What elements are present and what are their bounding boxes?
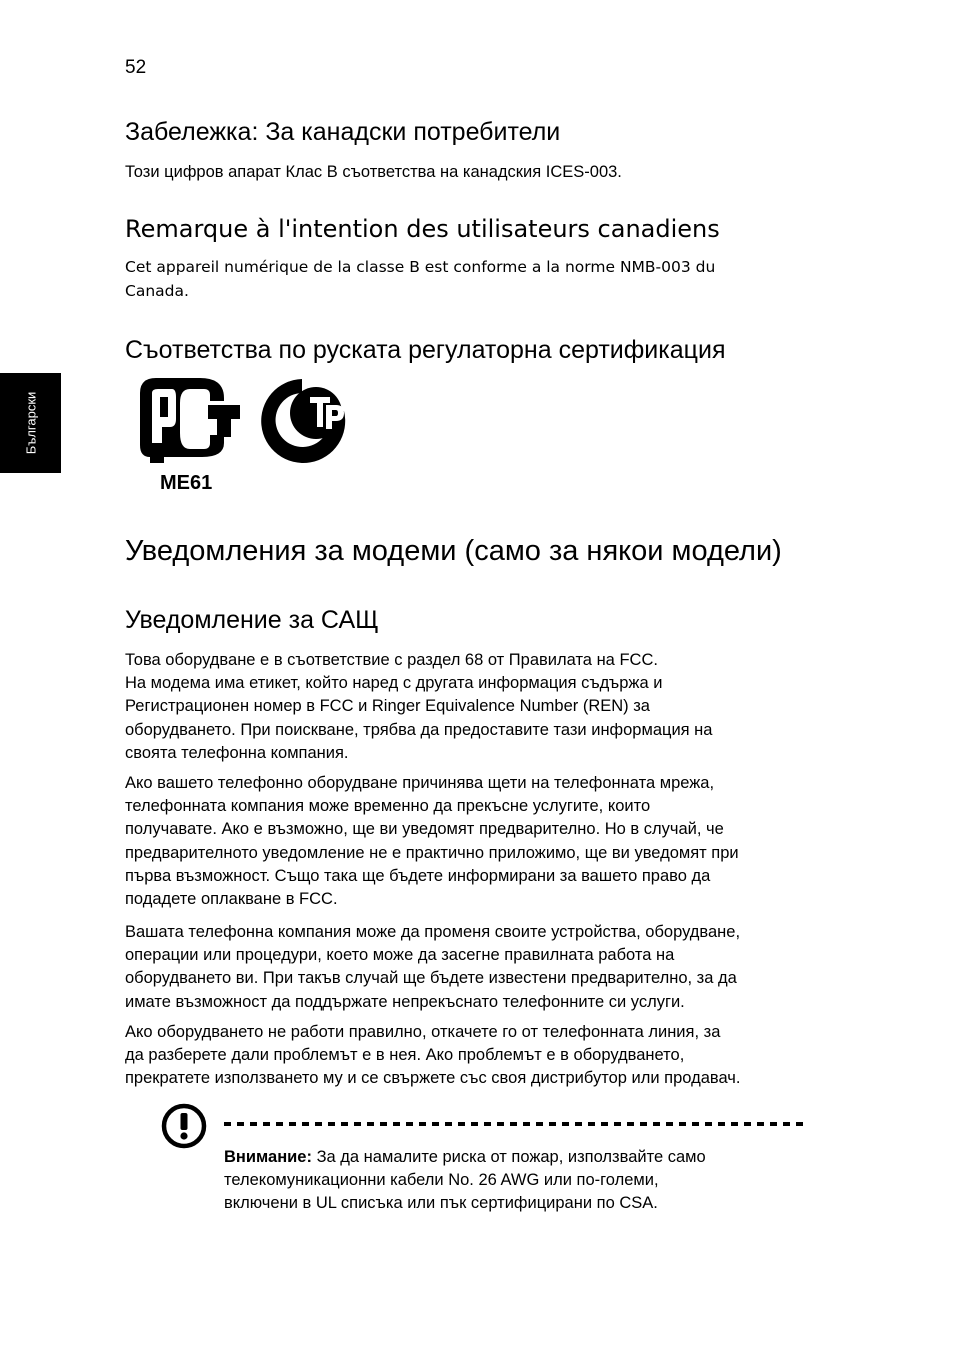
section-body-canada-fr xyxy=(125,256,805,303)
body-line: получавате. Ако е възможно, ще ви уведомят предварително. Но в случай, че xyxy=(125,820,724,839)
body-line: Ако оборудването не работи правилно, откачете го от телефонната линия, за xyxy=(125,1023,721,1041)
caution-line: За да намалите риска от пожар, използвайте само xyxy=(311,1148,706,1166)
usa-paragraph-4 xyxy=(125,1021,825,1091)
section-heading-canada-fr: Remarque à l'intention des utilisateurs canadiens xyxy=(125,215,720,243)
usa-paragraph-3 xyxy=(125,921,825,1014)
body-line: оборудването. При поискване, трябва да предоставите тази информация на xyxy=(125,720,713,739)
usa-paragraph-2 xyxy=(125,772,825,911)
page-number: 52 xyxy=(125,57,147,78)
body-line: операции или процедури, което може да засегне правилната работа на xyxy=(125,946,675,965)
section-body-canada-bg: Този цифров апарат Клас B съответства на канадския ICES-003. xyxy=(125,163,622,181)
section-heading-russia: Съответства по руската регулаторна сертификация xyxy=(125,336,726,364)
caution-dashed-divider xyxy=(224,1122,806,1126)
body-line: Регистрационен номер в FCC и Ringer Equivalence Number (REN) за xyxy=(125,697,650,716)
body-line: Вашата телефонна компания може да променя своите устройства, оборудване, xyxy=(125,923,741,941)
body-line: прекратете използването му и се свържете със своя дистрибутор или продавач. xyxy=(125,1069,741,1088)
caution-line: включени в UL списъка или пък сертифицирани по CSA. xyxy=(224,1194,658,1213)
body-line: Canada. xyxy=(125,281,189,300)
tp-logo xyxy=(261,379,345,463)
side-tab-label: Български xyxy=(23,391,39,455)
body-line: имате възможност да поддържате непрекъснато телефонните си услуги. xyxy=(125,992,685,1011)
russian-certification-logos xyxy=(134,373,350,467)
body-line: Това оборудване е в съответствие с раздел 68 от Правилата на FCC. xyxy=(125,651,658,669)
body-line: оборудването ви. При такъв случай ще бъдете известени предварително, за да xyxy=(125,969,737,988)
usa-paragraph-1 xyxy=(125,649,825,765)
section-heading-usa: Уведомление за САЩ xyxy=(125,606,379,634)
caution-note xyxy=(224,1146,804,1216)
body-line: На модема има етикет, който наред с другата информация съдържа и xyxy=(125,674,663,693)
language-side-tab xyxy=(0,373,61,473)
body-line: да разберете дали проблемът е в нея. Ако проблемът е в оборудването, xyxy=(125,1046,685,1065)
body-line: телефонната компания може временно да прекъсне услугите, които xyxy=(125,797,651,816)
exclamation-icon xyxy=(159,1101,209,1151)
body-line: предварителното уведомление не е практично приложимо, ще ви уведомят при xyxy=(125,843,739,862)
body-line: Cet appareil numérique de la classe B est conforme a la norme NMB-003 du xyxy=(125,258,716,276)
pct-logo xyxy=(140,378,240,463)
body-line: първа възможност. Също така ще бъдете информирани за вашето право да xyxy=(125,866,711,885)
body-line: своята телефонна компания. xyxy=(125,743,349,762)
section-heading-canada-bg: Забележка: За канадски потребители xyxy=(125,118,561,146)
body-line: Ако вашето телефонно оборудване причинява щети на телефонната мрежа, xyxy=(125,774,715,792)
caution-label: Внимание: xyxy=(224,1148,312,1166)
caution-line: телекомуникационни кабели No. 26 AWG или по-големи, xyxy=(224,1171,659,1190)
section-heading-modem: Уведомления за модеми (само за някои модели) xyxy=(125,535,782,567)
logo-code-label: ME61 xyxy=(160,472,213,494)
body-line: подадете оплакване в FCC. xyxy=(125,890,338,909)
